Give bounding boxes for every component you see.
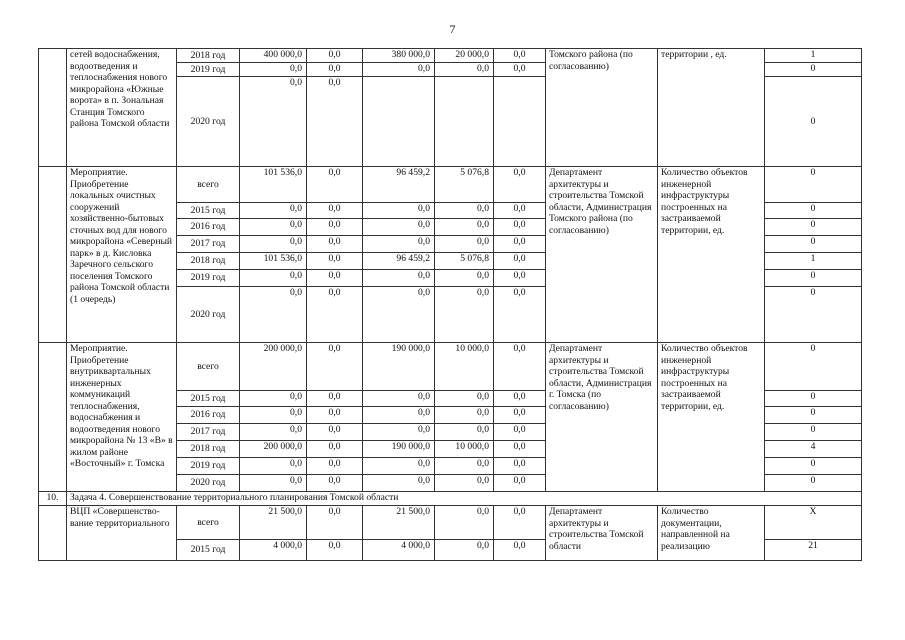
cell-total: 200 000,0	[240, 343, 307, 391]
cell-ext: 0,0	[494, 458, 546, 475]
cell-reg	[363, 77, 435, 167]
cell-loc: 0,0	[435, 391, 494, 407]
cell-loc: 0,0	[435, 475, 494, 492]
cell-reg: 0,0	[363, 475, 435, 492]
cell-ext: 0,0	[494, 424, 546, 441]
cell-reg: 190 000,0	[363, 441, 435, 458]
indicator-value: 21	[765, 540, 862, 561]
program-table	[38, 48, 862, 561]
row-number	[39, 49, 67, 167]
indicator-value: 0	[765, 203, 862, 219]
cell-fed: 0,0	[307, 167, 363, 203]
cell-year: 2020 год	[177, 475, 240, 492]
cell-year: всего	[177, 343, 240, 391]
cell-total: 0,0	[240, 391, 307, 407]
cell-total: 0,0	[240, 203, 307, 219]
indicator-value: 4	[765, 441, 862, 458]
cell-fed: 0,0	[307, 506, 363, 540]
cell-reg: 0,0	[363, 236, 435, 253]
cell-reg: 0,0	[363, 407, 435, 424]
indicator-value: 0	[765, 63, 862, 77]
cell-year: 2015 год	[177, 540, 240, 561]
cell-total: 0,0	[240, 424, 307, 441]
section-title: Задача 4. Совершенствование территориального планирования Томской области	[67, 492, 862, 506]
indicator: Количество объектов инженерной инфраструктуры построенных на застраиваемой территории, ед.	[658, 167, 765, 343]
cell-year: 2016 год	[177, 407, 240, 424]
cell-ext: 0,0	[494, 270, 546, 287]
cell-total: 0,0	[240, 475, 307, 492]
cell-total: 0,0	[240, 407, 307, 424]
table-row	[39, 506, 862, 540]
cell-fed: 0,0	[307, 407, 363, 424]
indicator-value: 0	[765, 475, 862, 492]
page-number: 7	[449, 22, 456, 36]
cell-total: 101 536,0	[240, 253, 307, 270]
indicator-value: 0	[765, 77, 862, 167]
table-body	[39, 49, 862, 561]
table-row	[39, 167, 862, 203]
table-row	[39, 49, 862, 63]
indicator-value: 0	[765, 270, 862, 287]
cell-loc: 0,0	[435, 203, 494, 219]
indicator-value: 0	[765, 458, 862, 475]
cell-ext: 0,0	[494, 540, 546, 561]
section-number: 10.	[39, 492, 67, 506]
cell-total: 0,0	[240, 458, 307, 475]
cell-total: 0,0	[240, 77, 307, 167]
cell-reg: 96 459,2	[363, 167, 435, 203]
measure-name: ВЦП «Совершенство-вание территориального	[67, 506, 177, 561]
cell-reg: 0,0	[363, 219, 435, 236]
cell-ext: 0,0	[494, 49, 546, 63]
cell-loc: 5 076,8	[435, 167, 494, 203]
cell-year: 2018 год	[177, 49, 240, 63]
indicator-value: 0	[765, 236, 862, 253]
measure-name: Мероприятие. Приобретение локальных очистных сооружений хозяйственно-бытовых сточных вод для нового микрорайона «Северный парк» в д. Кисловка Заречного сельского поселения Томского района Томской области (1 очередь)	[67, 167, 177, 343]
cell-fed: 0,0	[307, 343, 363, 391]
cell-loc: 0,0	[435, 219, 494, 236]
cell-total: 0,0	[240, 219, 307, 236]
cell-ext: 0,0	[494, 253, 546, 270]
cell-loc: 0,0	[435, 236, 494, 253]
row-number	[39, 506, 67, 561]
cell-reg: 96 459,2	[363, 253, 435, 270]
indicator-value: 1	[765, 253, 862, 270]
cell-ext: 0,0	[494, 391, 546, 407]
cell-ext: 0,0	[494, 343, 546, 391]
cell-ext: 0,0	[494, 167, 546, 203]
cell-ext: 0,0	[494, 219, 546, 236]
cell-year: 2016 год	[177, 219, 240, 236]
cell-fed: 0,0	[307, 424, 363, 441]
cell-loc: 0,0	[435, 63, 494, 77]
cell-reg: 380 000,0	[363, 49, 435, 63]
cell-fed: 0,0	[307, 63, 363, 77]
cell-fed: 0,0	[307, 540, 363, 561]
cell-loc: 0,0	[435, 287, 494, 343]
indicator-value: 0	[765, 424, 862, 441]
cell-fed: 0,0	[307, 219, 363, 236]
row-number	[39, 167, 67, 343]
cell-year: 2020 год	[177, 77, 240, 167]
cell-year: 2019 год	[177, 270, 240, 287]
cell-loc: 5 076,8	[435, 253, 494, 270]
measure-name: Мероприятие. Приобретение внутриквартальных инженерных коммуникаций теплоснабжения, водоснабжения и водоотведения нового микрорайона № 13 «В» в жилом районе «Восточный» г. Томска	[67, 343, 177, 492]
cell-reg: 0,0	[363, 203, 435, 219]
cell-year: всего	[177, 506, 240, 540]
cell-fed: 0,0	[307, 236, 363, 253]
cell-reg: 0,0	[363, 424, 435, 441]
cell-total: 0,0	[240, 270, 307, 287]
row-number	[39, 343, 67, 492]
cell-year: 2019 год	[177, 458, 240, 475]
indicator: территории , ед.	[658, 49, 765, 167]
cell-ext: 0,0	[494, 475, 546, 492]
cell-ext: 0,0	[494, 63, 546, 77]
indicator-value: 0	[765, 391, 862, 407]
cell-total: 200 000,0	[240, 441, 307, 458]
cell-loc: 0,0	[435, 506, 494, 540]
executor: Департамент архитектуры и строительства Томской области, Администрация г. Томска (по согласованию)	[546, 343, 658, 492]
cell-ext: 0,0	[494, 441, 546, 458]
cell-year: всего	[177, 167, 240, 203]
cell-reg: 0,0	[363, 287, 435, 343]
cell-loc: 0,0	[435, 424, 494, 441]
cell-year: 2018 год	[177, 253, 240, 270]
indicator-value: 1	[765, 49, 862, 63]
cell-loc	[435, 77, 494, 167]
indicator-value: 0	[765, 219, 862, 236]
indicator-value: 0	[765, 407, 862, 424]
indicator-value: 0	[765, 167, 862, 203]
cell-year: 2017 год	[177, 424, 240, 441]
indicator: Количество документации, направленной на реализацию	[658, 506, 765, 561]
indicator-value: 0	[765, 287, 862, 343]
cell-loc: 0,0	[435, 407, 494, 424]
cell-loc: 0,0	[435, 270, 494, 287]
cell-loc: 10 000,0	[435, 343, 494, 391]
cell-fed: 0,0	[307, 391, 363, 407]
cell-fed: 0,0	[307, 458, 363, 475]
executor: Департамент архитектуры и строительства Томской области	[546, 506, 658, 561]
cell-total: 4 000,0	[240, 540, 307, 561]
table-row	[39, 343, 862, 391]
indicator-value: Х	[765, 506, 862, 540]
cell-total: 0,0	[240, 63, 307, 77]
cell-fed: 0,0	[307, 270, 363, 287]
cell-year: 2019 год	[177, 63, 240, 77]
measure-name: сетей водоснабжения, водоотведения и теплоснабжения нового микрорайона «Южные ворота» в п. Зональная Станция Томского района Томской области	[67, 49, 177, 167]
cell-reg: 0,0	[363, 391, 435, 407]
cell-total: 0,0	[240, 287, 307, 343]
cell-year: 2015 год	[177, 391, 240, 407]
cell-reg: 0,0	[363, 458, 435, 475]
cell-loc: 20 000,0	[435, 49, 494, 63]
cell-total: 21 500,0	[240, 506, 307, 540]
cell-fed: 0,0	[307, 287, 363, 343]
cell-fed: 0,0	[307, 253, 363, 270]
indicator: Количество объектов инженерной инфраструктуры построенных на застраиваемой территории, ед.	[658, 343, 765, 492]
cell-total: 0,0	[240, 236, 307, 253]
cell-year: 2015 год	[177, 203, 240, 219]
cell-fed: 0,0	[307, 77, 363, 167]
cell-year: 2017 год	[177, 236, 240, 253]
cell-reg: 0,0	[363, 63, 435, 77]
cell-total: 101 536,0	[240, 167, 307, 203]
cell-reg: 0,0	[363, 270, 435, 287]
cell-ext: 0,0	[494, 506, 546, 540]
cell-reg: 21 500,0	[363, 506, 435, 540]
cell-ext: 0,0	[494, 203, 546, 219]
cell-fed: 0,0	[307, 475, 363, 492]
cell-fed: 0,0	[307, 441, 363, 458]
cell-year: 2018 год	[177, 441, 240, 458]
cell-ext	[494, 77, 546, 167]
cell-ext: 0,0	[494, 236, 546, 253]
cell-loc: 0,0	[435, 540, 494, 561]
cell-total: 400 000,0	[240, 49, 307, 63]
cell-fed: 0,0	[307, 203, 363, 219]
cell-reg: 190 000,0	[363, 343, 435, 391]
cell-reg: 4 000,0	[363, 540, 435, 561]
executor: Департамент архитектуры и строительства Томской области, Администрация Томского района (по согласованию)	[546, 167, 658, 343]
indicator-value: 0	[765, 343, 862, 391]
cell-loc: 10 000,0	[435, 441, 494, 458]
cell-ext: 0,0	[494, 287, 546, 343]
cell-ext: 0,0	[494, 407, 546, 424]
cell-fed: 0,0	[307, 49, 363, 63]
section-row	[39, 492, 862, 506]
cell-year: 2020 год	[177, 287, 240, 343]
executor: Томского района (по согласованию)	[546, 49, 658, 167]
cell-loc: 0,0	[435, 458, 494, 475]
